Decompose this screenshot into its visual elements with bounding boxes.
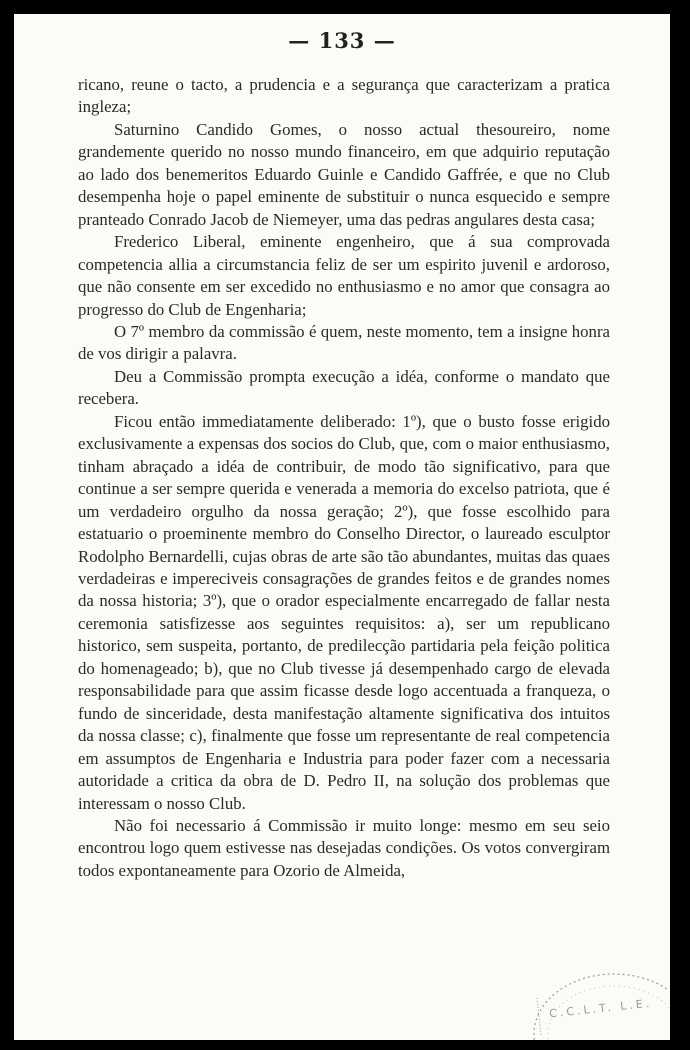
paragraph-frederico: Frederico Liberal, eminente engenheiro, que á sua comprovada competencia allia a circumstancia feliz de ser um espirito juvenil e ardoroso, que não consente em ser excedido no enthusiasmo e no amor que consagra ao progresso do Club de Engenharia;: [78, 232, 610, 319]
paragraph-seventh-member: O 7º membro da commissão é quem, neste momento, tem a insigne honra de vos dirigir a palavra.: [78, 321, 610, 364]
document-page: [14, 14, 670, 1040]
paragraph-continuation: ricano, reune o tacto, a prudencia e a segurança que caracterizam a pratica ingleza;: [78, 75, 610, 117]
stamp-text: C.C.L.T. L.E.: [548, 996, 653, 1021]
paragraph-deliberation: Ficou então immediatamente deliberado: 1º), que o busto fosse erigido exclusivamente a expensas dos socios do Club, que, com o maior enthusiasmo, tinham abraçado a idéa de contribuir, de modo tão significativo, para que continue a ser sempre querida e venerada a memoria do excelso patriota, que é um verdadeiro orgulho da nossa geração; 2º), que fosse escolhido para estatuario o proeminente membro do Conselho Director, o laureado esculptor Rodolpho Bernardelli, cujas obras de arte são tão abundantes, muitas das quaes verdadeiras e impereciveis consagrações de grandes feitos e de grandes nomes da nossa historia; 3º), que o orador especialmente encarregado de fallar nesta ceremonia satisfizesse aos seguintes requisitos: a), ser um republicano historico, sem suspeita, portanto, de predilecção partidaria pela feição politica do homenageado; b), que no Club tivesse já desempenhado cargo de elevada responsabilidade para que assim ficasse desde logo accentuada a franqueza, o fundo de sinceridade, desta manifestação altamente significativa dos intuitos da nossa classe; c), finalmente que fosse um representante de real competencia em assumptos de Engenharia e Industria para poder fazer com a necessaria autoridade a critica da obra de D. Pedro II, na solução dos problemas que interessam o nosso Club.: [78, 411, 610, 813]
paragraph-commission: Deu a Commissão prompta execução a idéa, conforme o mandato que recebera.: [78, 366, 610, 409]
body-text: [78, 74, 610, 882]
page-number-header: — 133 —: [288, 28, 396, 53]
paragraph-conclusion: Não foi necessario á Commissão ir muito longe: mesmo em seu seio encontrou logo quem estivesse nas desejadas condições. Os votos convergiram todos expontaneamente para Ozorio de Almeida,: [78, 815, 610, 880]
paragraph-saturnino: Saturnino Candido Gomes, o nosso actual thesoureiro, nome grandemente querido no nosso mundo financeiro, em que adquirio reputação ao lado dos benemeritos Eduardo Guinle e Candido Gaffrée, e que no Club desempenha hoje o papel eminente de substituir o nunca esquecido e sempre pranteado Conrado Jacob de Niemeyer, uma das pedras angulares desta casa;: [78, 119, 610, 229]
library-stamp: [519, 956, 669, 1040]
